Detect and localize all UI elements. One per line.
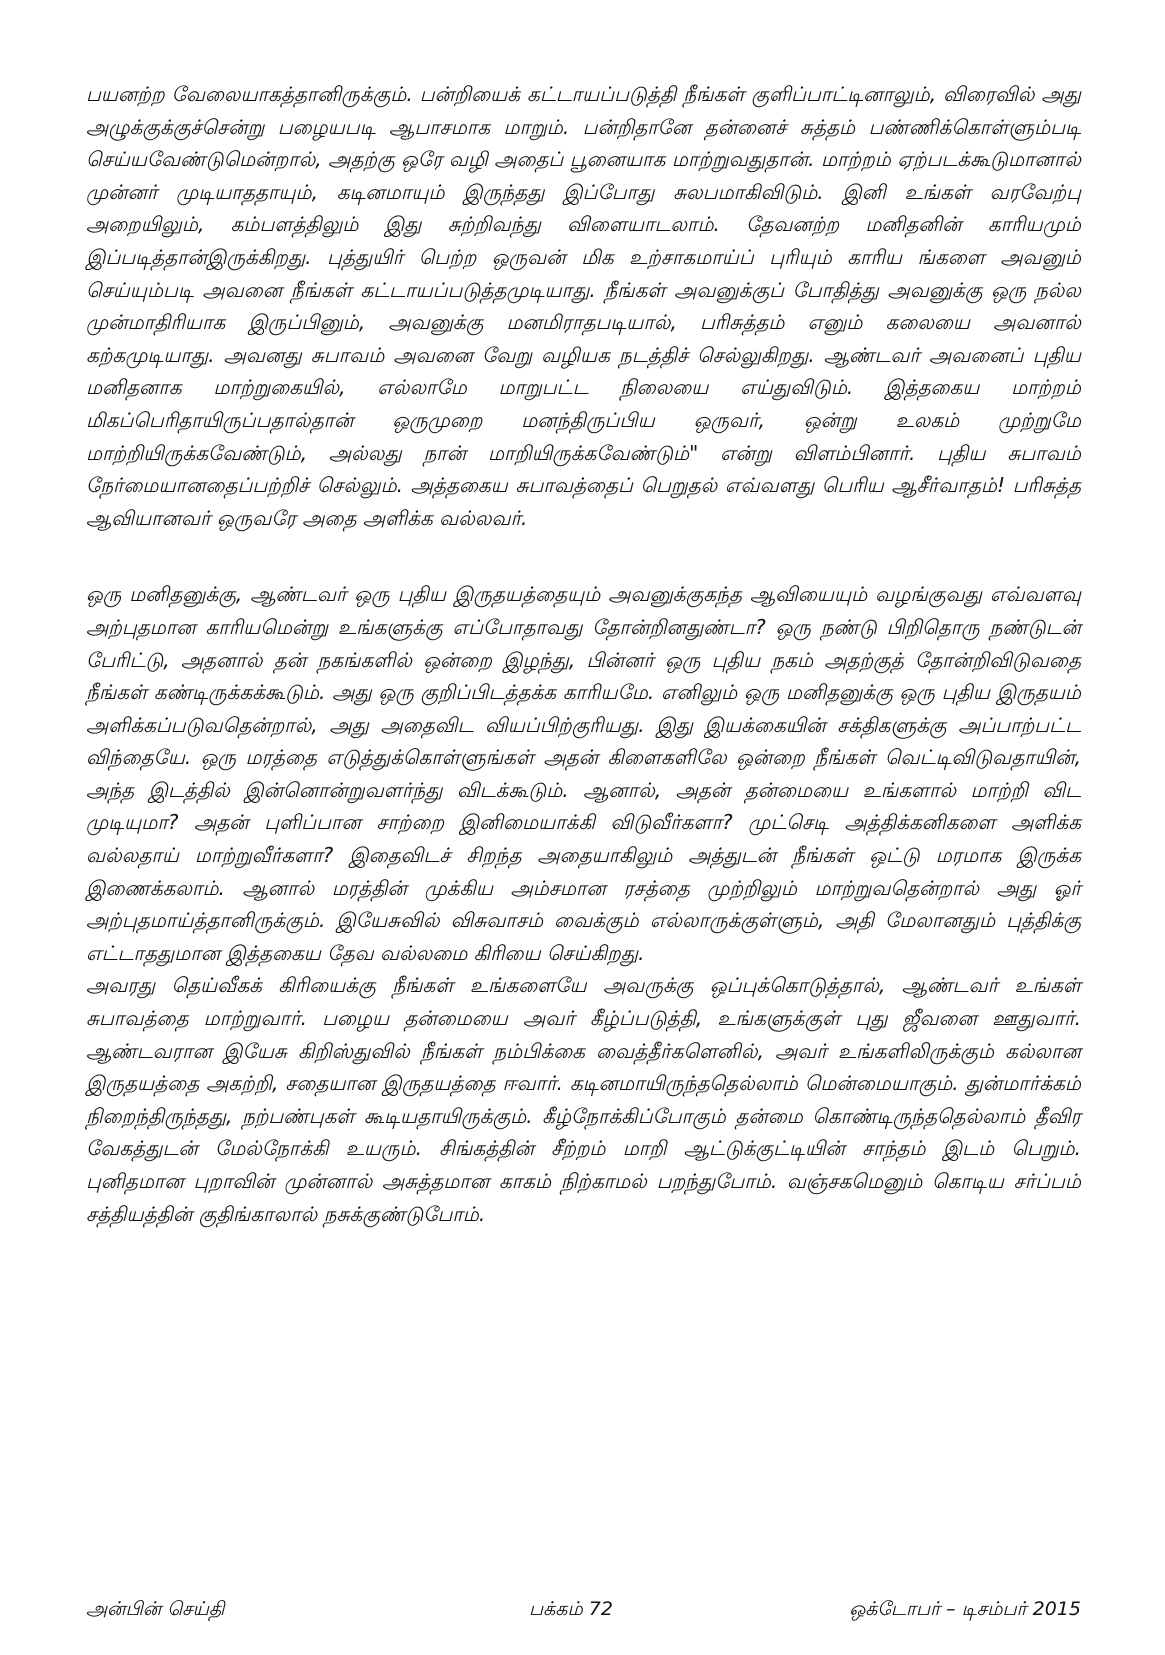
footer-page-number: பக்கம் 72 (529, 1598, 613, 1620)
page-footer (86, 1598, 1081, 1624)
article-body (86, 78, 1081, 1230)
footer-publication-title: அன்பின் செய்தி (86, 1598, 225, 1620)
footer-issue-date: ஒக்டோபர் – டிசம்பர் 2015 (849, 1598, 1081, 1620)
paragraph-2: ஒரு மனிதனுக்கு, ஆண்டவர் ஒரு புதிய இருதயத்தையும் அவனுக்குகந்த ஆவியையும் வழங்குவது எவ்வளவு அற்புதமான காரியமென்று உங்களுக்கு எப்போதாவது தோன்றினதுண்டா? ஒரு நண்டு பிறிதொரு நண்டுடன் பேரிட்டு, அதனால் தன் நகங்களில் ஒன்றை இழந்து, பின்னர் ஒரு புதிய நகம் அதற்குத் தோன்றிவிடுவதை நீங்கள் கண்டிருக்கக்கூடும். அது ஒரு குறிப்பிடத்தக்க காரியமே. எனிலும் ஒரு மனிதனுக்கு ஒரு புதிய இருதயம் அளிக்கப்படுவதென்றால், அது அதைவிட வியப்பிற்குரியது. இது இயக்கையின் சக்திகளுக்கு அப்பாற்பட்ட விந்தையே. ஒரு மரத்தை எடுத்துக்கொள்ளுங்கள் அதன் கிளைகளிலே ஒன்றை நீங்கள் வெட்டிவிடுவதாயின், அந்த இடத்தில் இன்னொன்றுவளர்ந்து விடக்கூடும். ஆனால், அதன் தன்மையை உங்களால் மாற்றி விட முடியுமா? அதன் புளிப்பான சாற்றை இனிமையாக்கி விடுவீர்களா? முட்செடி அத்திக்கனிகளை அளிக்க வல்லதாய் மாற்றுவீர்களா? இதைவிடச் சிறந்த அதையாகிலும் அத்துடன் நீங்கள் ஒட்டு மரமாக இருக்க இணைக்கலாம். ஆனால் மரத்தின் முக்கிய அம்சமான ரசத்தை முற்றிலும் மாற்றுவதென்றால் அது ஓர் அற்புதமாய்த்தானிருக்கும். இயேசுவில் விசுவாசம் வைக்கும் எல்லாருக்குள்ளும், அதி மேலானதும் புத்திக்கு எட்டாததுமான இத்தகைய தேவ வல்லமை கிரியை செய்கிறது. (86, 582, 1081, 965)
paragraph-1: பயனற்ற வேலையாகத்தானிருக்கும். பன்றியைக் கட்டாயப்படுத்தி நீங்கள் குளிப்பாட்டினாலும், விரைவில் அது அழுக்குக்குச்சென்று பழையபடி ஆபாசமாக மாறும். பன்றிதானே தன்னைச் சுத்தம் பண்ணிக்கொள்ளும்படி செய்யவேண்டுமென்றால், அதற்கு ஒரே வழி அதைப் பூனையாக மாற்றுவதுதான். மாற்றம் ஏற்படக்கூடுமானால் முன்னர் முடியாததாயும், கடினமாயும் இருந்தது இப்போது சுலபமாகிவிடும். இனி உங்கள் வரவேற்பு அறையிலும், கம்பளத்திலும் இது சுற்றிவந்து விளையாடலாம். தேவனற்ற மனிதனின் காரியமும் இப்படித்தான்இருக்கிறது. புத்துயிர் பெற்ற ஒருவன் மிக உற்சாகமாய்ப் புரியும் காரிய ங்களை அவனும் செய்யும்படி அவனை நீங்கள் கட்டாயப்படுத்தமுடியாது. நீங்கள் அவனுக்குப் போதித்து அவனுக்கு ஒரு நல்ல முன்மாதிரியாக இருப்பினும், அவனுக்கு மனமிராதபடியால், பரிசுத்தம் எனும் கலையை அவனால் கற்கமுடியாது. அவனது சுபாவம் அவனை வேறு வழியக நடத்திச் செல்லுகிறது. ஆண்டவர் அவனைப் புதிய மனிதனாக மாற்றுகையில், எல்லாமே மாறுபட்ட நிலையை எய்துவிடும். இத்தகைய மாற்றம் மிகப்பெரிதாயிருப்பதால்தான் ஒருமுறை மனந்திருப்பிய ஒருவர், ஒன்று உலகம் முற்றுமே மாற்றியிருக்கவேண்டும், அல்லது நான் மாறியிருக்கவேண்டும்" என்று விளம்பினார். புதிய சுபாவம் நேர்மையானதைப்பற்றிச் செல்லும். அத்தகைய சுபாவத்தைப் பெறுதல் எவ்வளது பெரிய ஆசீர்வாதம்! பரிசுத்த ஆவியானவர் ஒருவரே அதை அளிக்க வல்லவர். (86, 82, 1081, 530)
paragraph-3: அவரது தெய்வீகக் கிரியைக்கு நீங்கள் உங்களையே அவருக்கு ஒப்புக்கொடுத்தால், ஆண்டவர் உங்கள் சுபாவத்தை மாற்றுவார். பழைய தன்மையை அவர் கீழ்ப்படுத்தி, உங்களுக்குள் புது ஜீவனை ஊதுவார். ஆண்டவரான இயேசு கிறிஸ்துவில் நீங்கள் நம்பிக்கை வைத்தீர்களெனில், அவர் உங்களிலிருக்கும் கல்லான இருதயத்தை அகற்றி, சதையான இருதயத்தை ஈவார். கடினமாயிருந்ததெல்லாம் மென்மையாகும். துன்மார்க்கம் நிறைந்திருந்தது, நற்பண்புகள் கூடியதாயிருக்கும். கீழ்நோக்கிப்போகும் தன்மை கொண்டிருந்ததெல்லாம் தீவிர வேகத்துடன் மேல்நோக்கி உயரும். சிங்கத்தின் சீற்றம் மாறி ஆட்டுக்குட்டியின் சாந்தம் இடம் பெறும். புனிதமான புறாவின் முன்னால் அசுத்தமான காகம் நிற்காமல் பறந்துபோம். வஞ்சகமெனும் கொடிய சர்ப்பம் சத்தியத்தின் குதிங்காலால் நசுக்குண்டுபோம். (86, 973, 1081, 1226)
